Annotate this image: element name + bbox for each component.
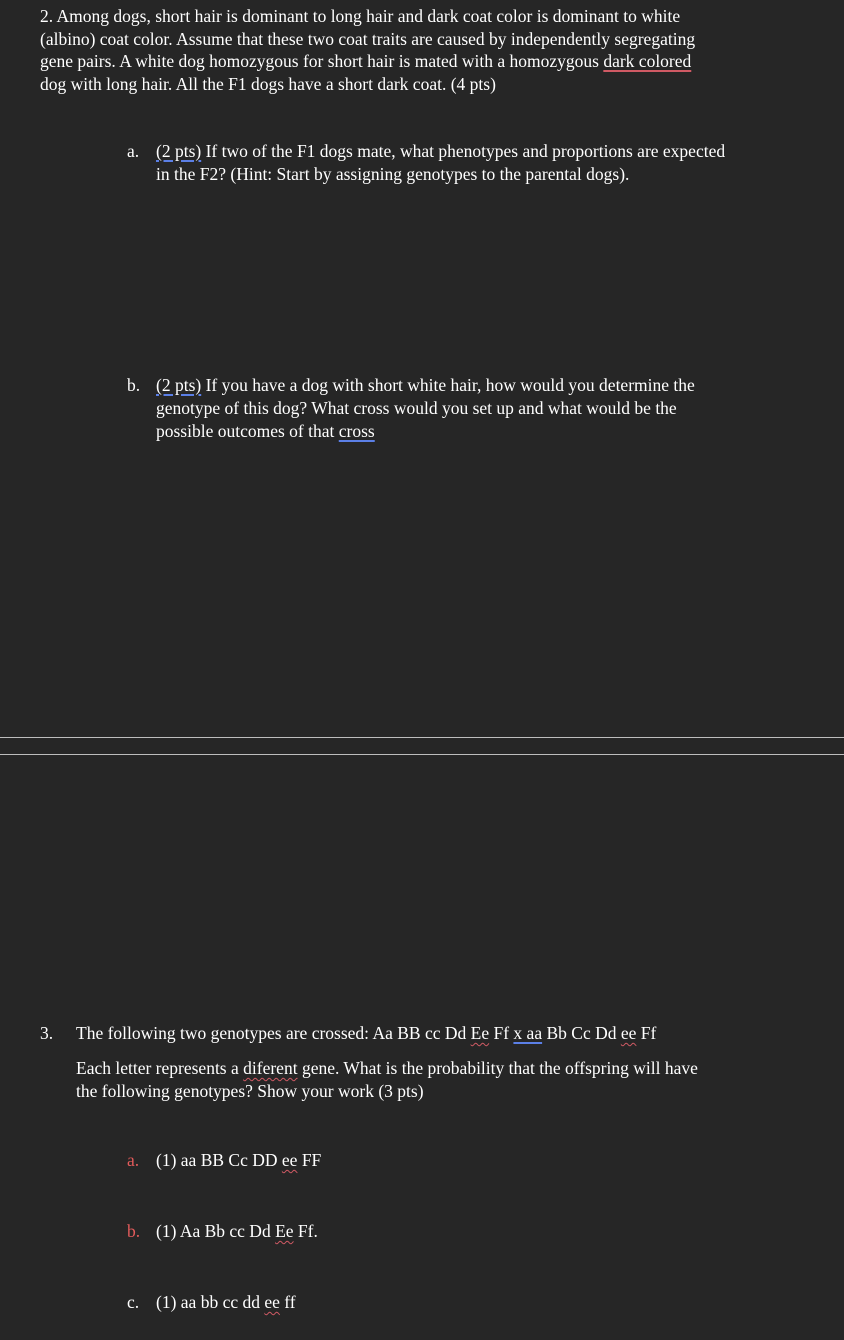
q3-cross-ee-2: ee [620,1023,637,1043]
q2-part-a-line-2: in the F2? (Hint: Start by assigning genotypes to the parental dogs). [156,164,630,184]
q2-part-b-line-3: possible outcomes of that [156,421,339,441]
page-break-line-bottom [0,754,844,755]
q3-cross-x: x aa [513,1023,543,1043]
q3-cross-end: Ff [636,1023,657,1043]
q3-part-a-prefix: (1) aa BB Cc DD [156,1150,282,1170]
q3-cross-mid-2: Bb Cc Dd [542,1023,621,1043]
q2-part-b-marker: b. [127,375,141,395]
q2-part-a-pts: (2 pts) [156,141,202,161]
q3-part-b-prefix: (1) Aa Bb cc Dd [156,1221,276,1241]
q2-dark-colored-underlined: dark colored [603,51,692,71]
q3-part-c-marker: c. [127,1292,140,1312]
q2-part-b-line-2: genotype of this dog? What cross would you set up and what would be the [156,398,677,418]
q2-part-b-pts: (2 pts) [156,375,202,395]
q3-part-a-text [156,1149,321,1172]
q3-part-c-prefix: (1) aa bb cc dd [156,1292,265,1312]
q3-part-b-text [156,1220,318,1243]
q2-line-3 [40,50,800,73]
q3-body-line-2: the following genotypes? Show your work (3 pts) [76,1080,424,1101]
q2-line-4: dog with long hair. All the F1 dogs have a short dark coat. (4 pts) [40,73,496,94]
q3-body-line-1-end: gene. What is the probability that the offspring will have [297,1058,698,1078]
q2-line-1: 2. Among dogs, short hair is dominant to long hair and dark coat color is dominant to white [40,6,681,26]
question-3-body [76,1057,698,1102]
q2-part-b-cross-word: cross [338,421,375,441]
q3-part-b-flag: Ee [275,1221,294,1241]
q3-part-b-suffix: Ff. [293,1221,318,1241]
question-2-text [40,5,800,95]
q2-part-a-text [156,140,725,186]
q3-misspelled-word: diferent [243,1058,298,1078]
q3-cross-text [76,1022,656,1045]
page-break-line-top [0,737,844,738]
q2-part-a-marker: a. [127,141,140,161]
q3-part-a-flag: ee [281,1150,298,1170]
q3-body-line-1-start: Each letter represents a [76,1058,244,1078]
q3-number: 3. [40,1023,54,1043]
q3-cross-start: The following two genotypes are crossed: Aa BB cc Dd [76,1023,471,1043]
q3-cross-mid-1: Ff [489,1023,514,1043]
q2-line-2: (albino) coat color. Assume that these two coat traits are caused by independently segregating [40,28,696,49]
q3-part-a-marker: a. [127,1150,140,1170]
q2-part-a-line-1: If two of the F1 dogs mate, what phenotypes and proportions are expected [201,141,726,161]
q3-cross-ee-1: Ee [470,1023,490,1043]
q3-part-c-text [156,1291,296,1314]
q2-line-3-text: gene pairs. A white dog homozygous for short hair is mated with a homozygous [40,51,604,71]
q2-part-b-text [156,374,695,443]
q3-part-b-marker: b. [127,1221,141,1241]
q3-part-a-suffix: FF [297,1150,322,1170]
q3-part-c-flag: ee [264,1292,280,1312]
q3-part-c-suffix: ff [279,1292,296,1312]
q2-part-b-line-1: If you have a dog with short white hair, how would you determine the [201,375,695,395]
